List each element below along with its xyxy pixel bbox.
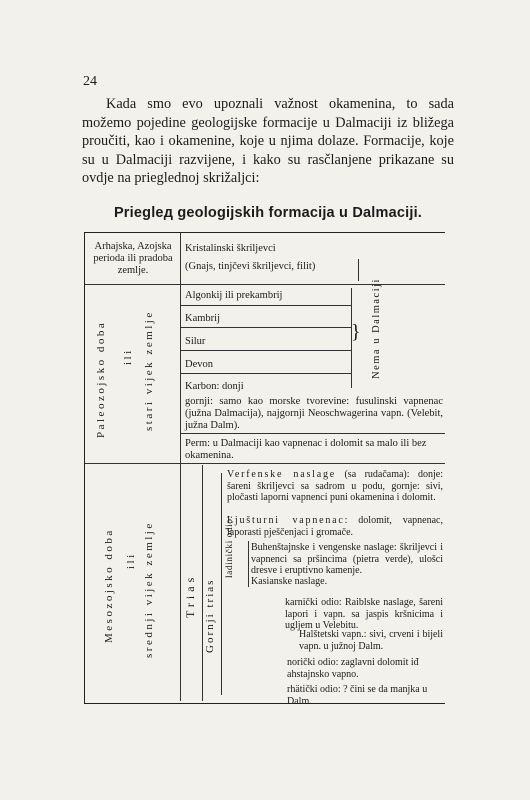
ljusturni-title: Lјušturni vapnenac xyxy=(227,515,345,526)
paleozoic-alt-label: stari vijek zemlje xyxy=(143,310,155,431)
row-devon: Devon xyxy=(185,359,213,370)
perm-text: Perm: u Dalmaciji kao vapnenac i dolomit sa malo ili bez okamenina. xyxy=(185,438,427,461)
buhen-text: Buhenštajnske i vengenske naslage: škriljevci i vapnenci sa pršincima (pietra verde), ulošci dresve i eruptivno kamenje. xyxy=(251,542,443,576)
brace-symbol: } xyxy=(351,321,361,343)
ljusturni-text: : dolomit, vapnenac, laporasti pješčenjaci i gromače. xyxy=(227,515,443,538)
intro-paragraph xyxy=(82,95,454,188)
row-kambrij: Kambrij xyxy=(185,313,220,324)
row-silur: Silur xyxy=(185,336,206,347)
intro-text: Kada smo evo upoznali važnost okamenina, to sada možemo pojedine geologijske formacije u Dalmaciji iz bližega proučiti, kao i okamenine, koje u njima dolaze. Formacije, koje su u Dalmaciji razvijene, i kako su rasčlanjene prikazane su ovdje na prieglednoj skrižaljci: xyxy=(82,96,454,187)
archaic-line1: Kristalinski škriljevci xyxy=(185,243,276,254)
table-title: Prieglед geologijskih formacija u Dalmaciji. xyxy=(113,205,423,221)
archaic-line2: (Gnajs, tinjčevi škriljevci, filit) xyxy=(185,261,316,272)
ljusturni-block xyxy=(227,515,443,538)
trias-label: Trias xyxy=(183,573,197,618)
verfenske-text: (sa rudačama): donje: šareni škriljevci sa sadrom u podu, gornje: sivi, pločasti laporni vapnenci puni okamenina i dolomit. xyxy=(227,469,443,503)
mesozoic-alt-label: srednji vijek zemlje xyxy=(143,521,155,658)
noricki-text: norički odio: zaglavni dolomit iđ ahstajnsko vapno. xyxy=(287,657,419,680)
archaic-era-label: Arhajska, Azojska perioda ili pradoba zemlje. xyxy=(93,241,173,276)
row-karbon-donji: Karbon: donji xyxy=(185,381,244,392)
rhaticki-text: rhätički odio: ? čini se da manjka u Dalm. xyxy=(287,684,428,707)
paleozoic-era-label: Paleozojsko doba xyxy=(95,320,107,438)
karnicki-text: karnički odio: Raiblske naslage, šareni lapori i vapn. sa jaspis kršnicima i ugljem u Velebitu. xyxy=(285,597,443,631)
formation-table xyxy=(84,232,445,707)
row-algonkij: Algonkij ili prekambrij xyxy=(185,290,283,301)
gornji-trias-label: Gornji trias xyxy=(204,578,216,653)
mesozoic-era-label: Mesozojsko doba xyxy=(103,528,115,643)
halstetski-text: Halštetski vapn.: sivi, crveni i bijeli vapn. u južnoj Dalm. xyxy=(299,629,443,652)
kasian-text: Kasianske naslage. xyxy=(251,576,328,587)
verfenske-title: Verfenske naslage xyxy=(227,469,337,480)
verfenske-block xyxy=(227,469,443,504)
ladinicki-label: ladinički odio: xyxy=(225,515,235,578)
mesozoic-ili: ili xyxy=(125,552,137,569)
paleozoic-ili: ili xyxy=(122,348,134,365)
page-number: 24 xyxy=(83,74,97,89)
karbon-upper-text: gornji: samo kao morske tvorevine: fusulinski vapnenac (južna Dalmacija), najgornji Neoschwagerina vapn. (Velebit, južna Dalm). xyxy=(185,396,443,431)
nema-u-dalmaciji: Nema u Dalmaciji xyxy=(371,278,382,379)
